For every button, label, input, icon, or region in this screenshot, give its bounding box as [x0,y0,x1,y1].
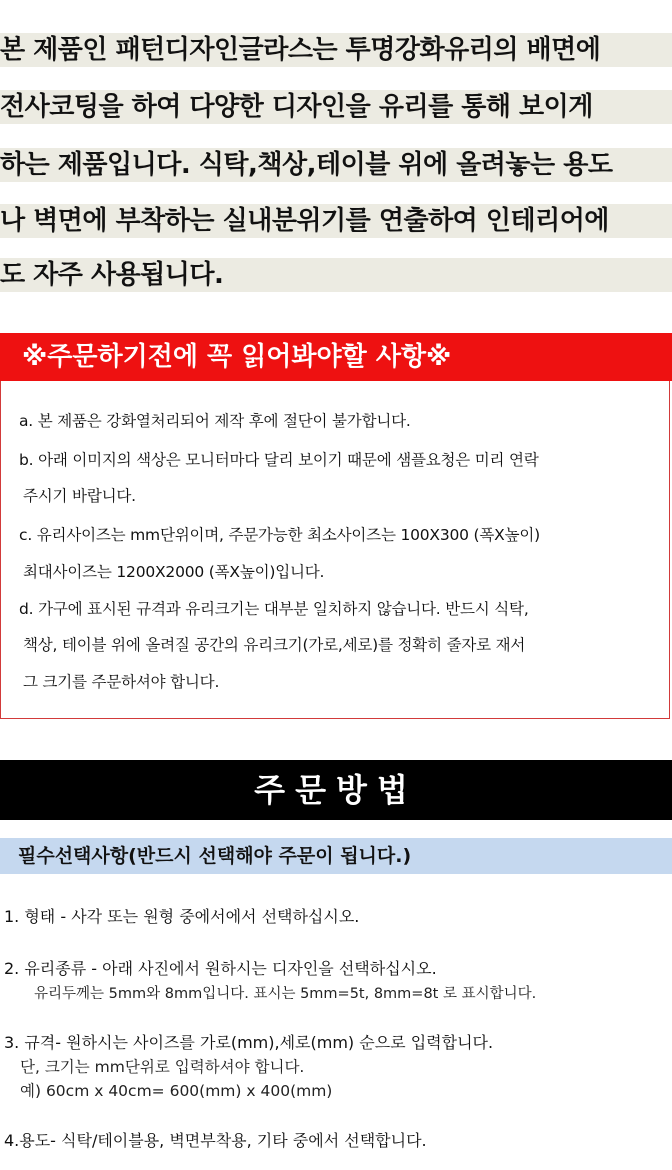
step-glass-type: 2. 유리종류 - 아래 사진에서 원하시는 디자인을 선택하십시오. [4,959,437,978]
required-options-label: 필수선택사항(반드시 선택해야 주문이 됩니다.) [18,845,412,867]
intro-line-2: 전사코팅을 하여 다양한 디자인을 유리를 통해 보이게 [0,90,672,124]
notice-item-c: c. 유리사이즈는 mm단위이며, 주문가능한 최소사이즈는 100X300 (폭X높이) [19,526,540,544]
intro-line-1: 본 제품인 패턴디자인글라스는 투명강화유리의 배면에 [0,33,672,67]
intro-line-3: 하는 제품입니다. 식탁,책상,테이블 위에 올려놓는 용도 [0,148,672,182]
notice-item-d: d. 가구에 표시된 규격과 유리크기는 대부분 일치하지 않습니다. 반드시 식탁, [19,600,529,618]
notice-item-c-cont: 최대사이즈는 1200X2000 (폭X높이)입니다. [23,563,325,581]
notice-item-d-cont1: 책상, 테이블 위에 올려질 공간의 유리크기(가로,세로)를 정확히 줄자로 재서 [23,636,526,654]
order-method-header: 주문방법 [0,760,672,820]
notice-item-a: a. 본 제품은 강화열처리되어 제작 후에 절단이 불가합니다. [19,412,411,430]
step-glass-type-note: 유리두께는 5mm와 8mm입니다. 표시는 5mm=5t, 8mm=8t 로 표시합니다. [34,986,537,1002]
required-options-bar [0,838,672,874]
notice-box [0,381,670,719]
step-usage: 4.용도- 식탁/테이블용, 벽면부착용, 기타 중에서 선택합니다. [4,1131,427,1150]
intro-line-4: 나 벽면에 부착하는 실내분위기를 연출하여 인테리어에 [0,204,672,238]
step-shape: 1. 형태 - 사각 또는 원형 중에서에서 선택하십시오. [4,907,360,926]
notice-title: ※주문하기전에 꼭 읽어봐야할 사항※ [22,342,452,372]
notice-header [0,333,672,381]
step-size-example: 예) 60cm x 40cm= 600(mm) x 400(mm) [20,1082,333,1100]
notice-item-b-cont: 주시기 바랍니다. [23,487,136,505]
step-size-note: 단, 크기는 mm단위로 입력하셔야 합니다. [20,1058,305,1076]
step-size: 3. 규격- 원하시는 사이즈를 가로(mm),세로(mm) 순으로 입력합니다. [4,1033,494,1052]
notice-item-b: b. 아래 이미지의 색상은 모니터마다 달리 보이기 때문에 샘플요청은 미리 연락 [19,451,539,469]
intro-line-5: 도 자주 사용됩니다. [0,258,672,292]
notice-item-d-cont2: 그 크기를 주문하셔야 합니다. [23,673,220,691]
